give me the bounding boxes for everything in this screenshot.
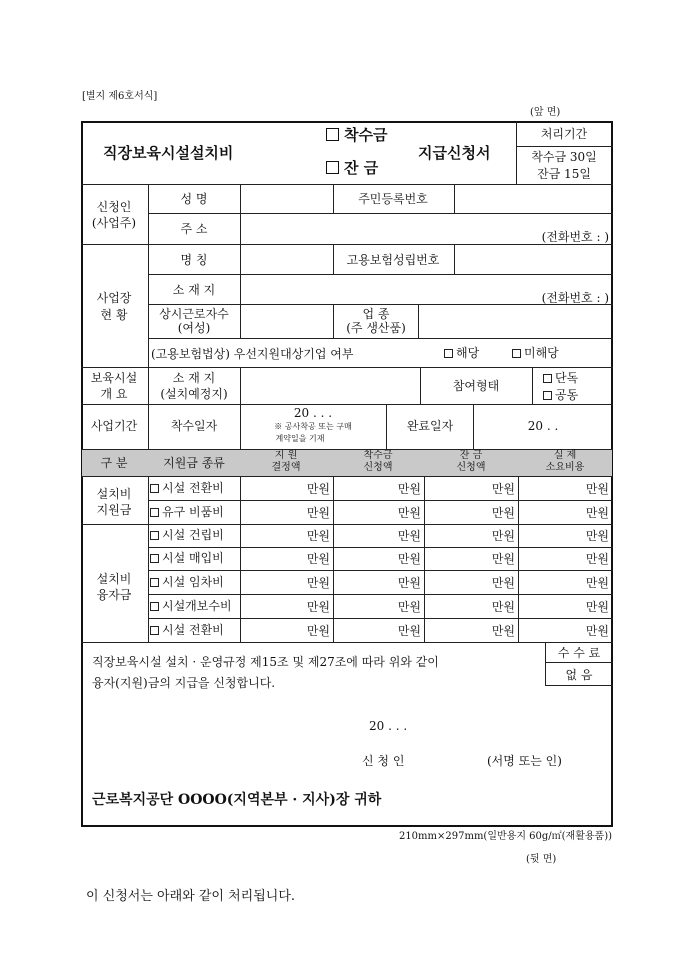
applicant-section-sublabel: (사업주) — [91, 216, 137, 230]
col-category: 구 분 — [100, 456, 128, 470]
table-cell: 만원 — [306, 482, 330, 496]
start-date-note: ※ 공사착공 또는 구매 — [274, 422, 352, 431]
table-cell: 만원 — [306, 600, 330, 614]
loan-construction-checkbox[interactable] — [150, 531, 159, 540]
applicant-section-label: 신청인 — [96, 200, 132, 214]
application-date: 20 . . . — [369, 719, 408, 733]
signature-or-seal: (서명 또는 인) — [487, 754, 562, 768]
loan-row-renovation[interactable]: 시설개보수비 — [150, 600, 232, 612]
grant-conversion-checkbox[interactable] — [150, 484, 159, 493]
loan-lease-checkbox[interactable] — [150, 578, 159, 587]
processing-period-balance: 잔금 15일 — [537, 167, 591, 181]
applicant-signature-label: 신 청 인 — [362, 754, 405, 768]
table-cell: 만원 — [491, 576, 515, 590]
col-balance-request-sub: 신청액 — [456, 462, 486, 473]
table-cell: 만원 — [585, 552, 609, 566]
priority-no-checkbox[interactable] — [512, 349, 521, 358]
facility-location-label: 소 재 지 — [172, 371, 216, 385]
priority-company-label: (고용보험법상) 우선지원대상기업 여부 — [151, 347, 354, 361]
table-cell: 만원 — [306, 576, 330, 590]
loan-row-lease[interactable]: 시설 임차비 — [150, 576, 224, 588]
table-cell: 만원 — [585, 529, 609, 543]
table-cell: 만원 — [491, 482, 515, 496]
table-cell: 만원 — [306, 506, 330, 520]
table-cell: 만원 — [306, 552, 330, 566]
single-checkbox[interactable] — [543, 374, 552, 383]
industry-label: 업 종 — [362, 307, 390, 321]
col-initial-request-sub: 신청액 — [363, 462, 393, 473]
facility-section-sublabel: 개 요 — [100, 387, 128, 401]
applicant-phone-label: (전화번호 : ) — [541, 230, 609, 244]
table-cell: 만원 — [397, 529, 421, 543]
insurance-number-label: 고용보험성립번호 — [346, 253, 440, 267]
fee-label: 수 수 료 — [557, 646, 601, 660]
col-decided-amount: 지 원 — [274, 450, 298, 461]
project-period-label: 사업기간 — [90, 419, 138, 433]
applicant-name-label: 성 명 — [180, 192, 208, 206]
form-title-right: 지급신청서 — [418, 144, 491, 162]
initial-payment-checkbox[interactable] — [326, 128, 339, 141]
start-date-note-2: 계약일을 기재 — [275, 434, 325, 443]
priority-yes-checkbox[interactable] — [444, 349, 453, 358]
declaration-line-1: 직장보육시설 설치 · 운영규정 제15조 및 제27조에 따라 위와 같이 — [92, 655, 439, 669]
grant-row-conversion[interactable]: 시설 전환비 — [150, 482, 224, 494]
page-side-label: (앞 면) — [530, 107, 561, 118]
col-initial-request: 착수금 — [363, 450, 393, 461]
fee-value: 없 음 — [565, 668, 593, 682]
option-balance-payment[interactable]: 잔 금 — [326, 161, 378, 176]
end-date-value: 20 . . — [527, 419, 559, 433]
processing-period-initial: 착수금 30일 — [531, 150, 597, 164]
table-cell: 만원 — [585, 576, 609, 590]
col-balance-request: 잔 금 — [459, 450, 483, 461]
table-cell: 만원 — [585, 482, 609, 496]
loan-renovation-checkbox[interactable] — [150, 602, 159, 611]
start-date-label: 착수일자 — [170, 419, 218, 433]
col-decided-amount-sub: 결정액 — [271, 462, 301, 473]
col-actual-cost: 실 제 — [553, 450, 577, 461]
loan-purchase-checkbox[interactable] — [150, 554, 159, 563]
table-cell: 만원 — [306, 624, 330, 638]
table-cell: 만원 — [306, 529, 330, 543]
business-section-label: 사업장 — [96, 291, 132, 305]
paper-spec: 210mm×297mm(일반용지 60g/㎡(재활용품)) — [398, 831, 612, 842]
priority-yes-option[interactable]: 해당 — [444, 347, 479, 359]
table-cell: 만원 — [397, 624, 421, 638]
loan-row-construction[interactable]: 시설 건립비 — [150, 529, 224, 541]
table-cell: 만원 — [397, 482, 421, 496]
business-name-label: 명 칭 — [180, 253, 208, 267]
group-install-loan-sublabel: 융자금 — [96, 588, 132, 602]
recipient: 근로복지공단 OOOO(지역본부 · 지사)장 귀하 — [92, 792, 382, 808]
start-date-value: 20 . . . — [293, 406, 333, 420]
col-actual-cost-sub: 소요비용 — [545, 462, 585, 473]
table-cell: 만원 — [491, 624, 515, 638]
priority-no-option[interactable]: 미해당 — [512, 347, 559, 359]
loan-conversion-checkbox[interactable] — [150, 626, 159, 635]
table-cell: 만원 — [585, 600, 609, 614]
form-reference: [별지 제6호서식] — [82, 91, 158, 102]
participation-joint-option[interactable]: 공동 — [543, 389, 578, 401]
business-phone-label: (전화번호 : ) — [541, 291, 609, 305]
applicant-address-label: 주 소 — [180, 222, 208, 236]
table-cell: 만원 — [491, 529, 515, 543]
joint-checkbox[interactable] — [543, 391, 552, 400]
industry-product-label: (주 생산품) — [346, 321, 406, 335]
group-install-grant-label: 설치비 — [96, 487, 132, 501]
processing-note: 이 신청서는 아래와 같이 처리됩니다. — [86, 889, 296, 904]
table-cell: 만원 — [397, 552, 421, 566]
form-title-left: 직장보육시설설치비 — [103, 144, 234, 162]
participation-type-label: 참여형태 — [452, 379, 500, 393]
table-cell: 만원 — [397, 576, 421, 590]
participation-single-option[interactable]: 단독 — [543, 372, 578, 384]
option-initial-payment[interactable]: 착수금 — [326, 128, 387, 143]
workers-female-label: (여성) — [177, 321, 211, 335]
col-support-type: 지원금 종류 — [163, 456, 225, 470]
table-cell: 만원 — [491, 552, 515, 566]
table-cell: 만원 — [491, 506, 515, 520]
workers-label: 상시근로자수 — [159, 307, 229, 321]
table-cell: 만원 — [397, 600, 421, 614]
back-side-label: (뒷 면) — [526, 854, 557, 865]
loan-row-purchase[interactable]: 시설 매입비 — [150, 552, 224, 564]
grant-equipment-checkbox[interactable] — [150, 508, 159, 517]
processing-period-label: 처리기간 — [540, 127, 588, 141]
rrn-label: 주민등록번호 — [358, 192, 428, 206]
grant-row-equipment[interactable]: 유구 비품비 — [150, 506, 224, 518]
table-cell: 만원 — [491, 600, 515, 614]
business-location-label: 소 재 지 — [172, 283, 216, 297]
facility-location-sublabel: (설치예정지) — [160, 387, 228, 401]
group-install-grant-sublabel: 지원금 — [96, 503, 132, 517]
balance-payment-checkbox[interactable] — [326, 161, 339, 174]
group-install-loan-label: 설치비 — [96, 572, 132, 586]
business-section-sublabel: 현 황 — [100, 308, 128, 322]
end-date-label: 완료일자 — [406, 419, 454, 433]
table-cell: 만원 — [585, 624, 609, 638]
table-header-background — [82, 450, 612, 476]
declaration-line-2: 융자(지원)금의 지급을 신청합니다. — [92, 676, 276, 690]
table-cell: 만원 — [397, 506, 421, 520]
facility-section-label: 보육시설 — [90, 371, 138, 385]
loan-row-conversion[interactable]: 시설 전환비 — [150, 624, 224, 636]
table-cell: 만원 — [585, 506, 609, 520]
